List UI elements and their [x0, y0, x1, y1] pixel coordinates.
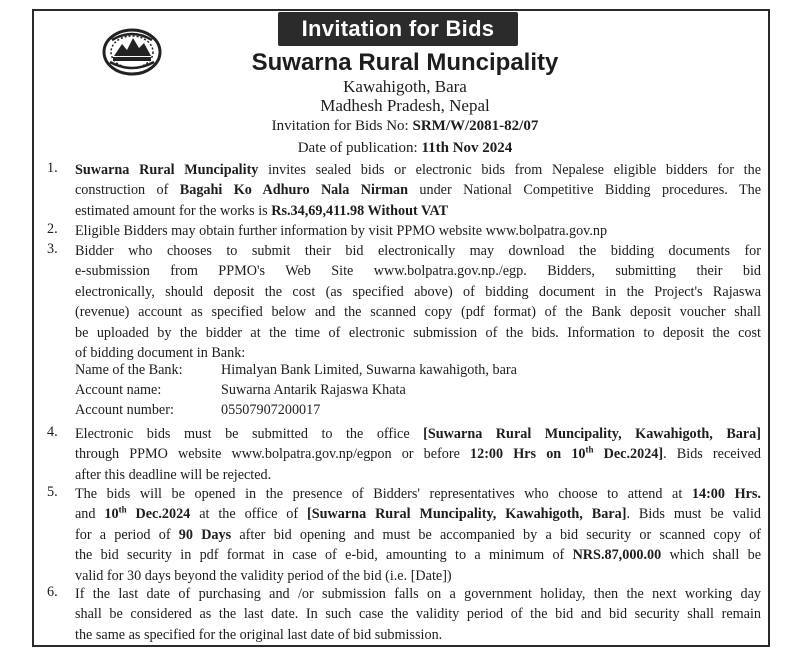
text-line: [75, 525, 761, 545]
text-span: the bid security in pdf format in case of e-bid, amounting to a minimum of: [75, 547, 573, 564]
ifb-number-label: Invitation for Bids No:: [271, 118, 413, 134]
opening-time: 14:00 Hrs.: [691, 486, 761, 502]
text-line: shall be considered as the last date. In such case the validity period of the bid and bid security shall remain: [75, 606, 761, 623]
text-line: [75, 160, 761, 180]
bank-name-value: Himalyan Bank Limited, Suwarna kawahigoth, bara: [221, 362, 517, 378]
item-number: 4.: [47, 424, 58, 440]
office-address: [Suwarna Rural Muncipality, Kawahigoth, Bara]: [307, 506, 627, 523]
project-name: Bagahi Ko Adhuro Nala Nirman: [179, 182, 408, 199]
text-line: of bidding document in Bank:: [75, 344, 246, 361]
text-line: Eligible Bidders may obtain further information by visit PPMO website www.bolpatra.gov.np: [75, 223, 608, 239]
text-span: Electronic bids must be submitted to the office: [75, 426, 424, 442]
list-item-1: [47, 160, 761, 222]
text-line: [75, 180, 761, 200]
account-name-label: Account name:: [75, 382, 162, 398]
item-number: 1.: [47, 160, 58, 176]
municipality-name: Suwarna Rural Muncipality: [75, 162, 259, 178]
ifb-number-line: [180, 118, 630, 135]
text-span: . Bids must be valid: [626, 506, 761, 523]
address-line-2: Madhesh Pradesh, Nepal: [320, 96, 490, 115]
text-span: invites sealed bids or electronic bids from Nepalese eligible bidders for the: [258, 162, 761, 178]
text-line: after this deadline will be rejected.: [75, 466, 272, 483]
item-text: [75, 484, 761, 586]
text-line: Bidder who chooses to submit their bid electronically may download the bidding documents for: [75, 243, 761, 259]
list-item-6: [47, 584, 761, 646]
text-line: [75, 545, 761, 565]
deadline-day: 10: [571, 446, 586, 463]
deadline-date: Dec.2024]: [593, 446, 664, 463]
item-number: 2.: [47, 221, 58, 237]
text-line: valid for 30 days beyond the validity period of the bid (i.e. [Date]): [75, 567, 452, 584]
ordinal-suffix: th: [585, 444, 594, 455]
publication-date-line: [180, 140, 630, 157]
text-line: [75, 424, 761, 444]
opening-month-year: Dec.2024: [126, 506, 191, 523]
account-number-value: 05507907200017: [221, 402, 321, 418]
text-span: which shall be: [661, 547, 761, 564]
text-line: be uploaded by the bidder at the time of electronic submission of the bids. Information to deposit the cost: [75, 324, 761, 341]
text-line: [75, 201, 761, 221]
municipality-emblem-icon: [100, 26, 164, 78]
list-item-3: [47, 241, 761, 365]
validity-period: 90 Days: [178, 526, 232, 543]
text-line: [75, 484, 761, 504]
bid-security-amount: NRS.87,000.00: [572, 547, 662, 564]
item-number: 6.: [47, 584, 58, 600]
text-line: electronically, should deposit the cost (as specified above) of bidding document in the Project's Rajaswa: [75, 283, 761, 300]
item-text: [75, 221, 761, 241]
item-text: [75, 160, 761, 221]
office-address: [Suwarna Rural Muncipality, Kawahigoth, Bara]: [423, 426, 761, 442]
text-line: the same as specified for the original last date of bid submission.: [75, 626, 443, 643]
opening-day: 10: [104, 506, 119, 523]
text-span: construction of: [75, 182, 180, 199]
text-span: at the office of: [190, 506, 308, 523]
publication-date-label: Date of publication:: [297, 140, 422, 156]
list-item-4: [47, 424, 761, 486]
submission-deadline: [470, 446, 663, 462]
text-span: estimated amount for the works is: [75, 202, 272, 219]
item-text: [75, 241, 761, 363]
text-span: . Bids received: [663, 446, 761, 463]
text-span: through PPMO website www.bolpatra.gov.np/egpon or before: [75, 446, 470, 463]
opening-date: [104, 506, 190, 522]
item-text: [75, 424, 761, 485]
notice-title: Invitation for Bids: [278, 12, 518, 46]
text-line: [75, 504, 761, 524]
ifb-number: SRM/W/2081-82/07: [412, 118, 539, 134]
bank-name-label: Name of the Bank:: [75, 362, 183, 378]
text-line: e-submission from PPMO's Web Site www.bolpatra.gov.np./egp. Bidders, submitting their bid: [75, 263, 761, 280]
account-number-label: Account number:: [75, 402, 174, 418]
text-span: under National Competitive Bidding procedures. The: [408, 182, 762, 199]
address-line-1: Kawahigoth, Bara: [343, 77, 467, 96]
ordinal-suffix: th: [118, 504, 127, 515]
organization-name: Suwarna Rural Muncipality: [251, 49, 559, 76]
text-span: and: [75, 506, 105, 523]
text-span: for a period of: [75, 526, 179, 543]
estimated-amount: Rs.34,69,411.98 Without VAT: [271, 202, 449, 219]
list-item-5: [47, 484, 761, 587]
text-line: (revenue) account as specified below and the scanned copy (pdf format) of the Bank deposit voucher shall: [75, 304, 761, 321]
publication-date: 11th Nov 2024: [421, 140, 513, 156]
item-text: [75, 584, 761, 645]
text-span: after bid opening and must be accompanied by a bid security or scanned copy of: [231, 526, 761, 543]
account-name-value: Suwarna Antarik Rajaswa Khata: [221, 382, 406, 398]
text-line: If the last date of purchasing and /or submission falls on a government holiday, then the next working day: [75, 586, 761, 602]
text-span: The bids will be opened in the presence of Bidders' representatives who choose to attend at: [75, 486, 692, 502]
item-number: 5.: [47, 484, 58, 500]
list-item-2: [47, 221, 761, 242]
text-line: [75, 444, 761, 464]
deadline-time: 12:00 Hrs: [470, 446, 537, 463]
text-span: on: [536, 446, 572, 463]
item-number: 3.: [47, 241, 58, 257]
